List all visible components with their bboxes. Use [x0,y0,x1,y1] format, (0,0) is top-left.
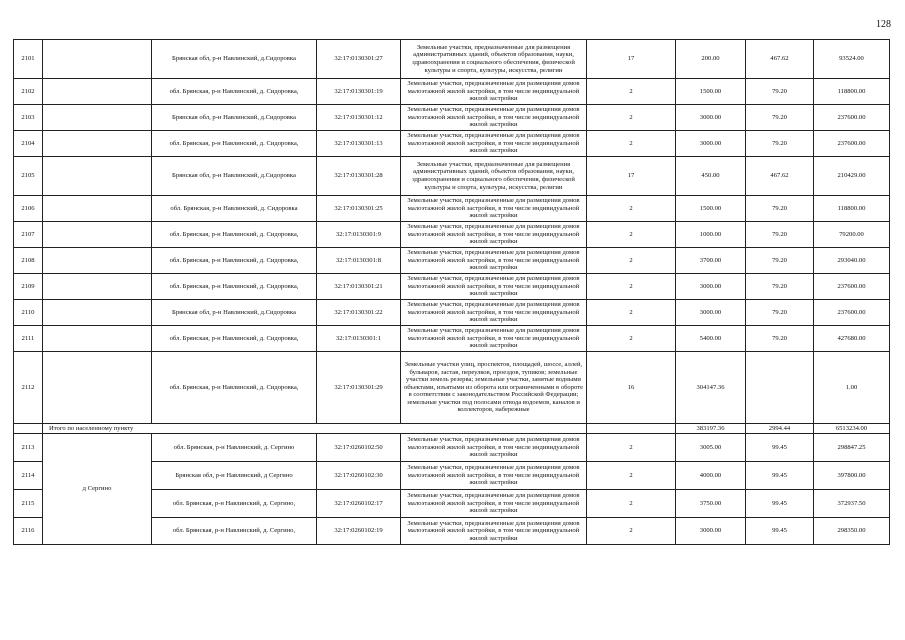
cell-num: 2111 [14,326,43,352]
table-row [14,300,890,326]
cell-area: 1000.00 [676,222,746,248]
subtotal-section [14,424,890,434]
cell-address: обл. Брянская, р-н Навлинский, д. Сидоровка, [152,222,317,248]
cell-purpose: Земельные участки, предназначенные для размещения домов малоэтажной жилой застройки, в том числе индивидуальной жилой застройки [401,300,587,326]
cell-settlement [43,105,152,131]
cell-num: 2116 [14,518,43,545]
cell-value: 210429.00 [814,157,890,196]
cell-settlement [43,326,152,352]
table-row [14,274,890,300]
table-row [14,157,890,196]
cell-purpose: Земельные участки, предназначенные для размещения домов малоэтажной жилой застройки, в том числе индивидуальной жилой застройки [401,462,587,490]
cell-address: Брянская обл, р-н Навлинский, д.Сидоровка [152,157,317,196]
cell-area: 3000.00 [676,131,746,157]
cell-address: обл. Брянская, р-н Навлинский, д. Сидоровка, [152,326,317,352]
cell-value: 118800.00 [814,79,890,105]
cell-purpose: Земельные участки, предназначенные для размещения домов малоэтажной жилой застройки, в том числе индивидуальной жилой застройки [401,79,587,105]
cell-group: 2 [587,248,676,274]
cell-group: 2 [587,490,676,518]
cell-area: 3000.00 [676,518,746,545]
cell-purpose: Земельные участки, предназначенные для размещения домов малоэтажной жилой застройки, в том числе индивидуальной жилой застройки [401,222,587,248]
cell-num: 2107 [14,222,43,248]
subtotal-area: 383197.36 [676,424,746,434]
cell-cadastral: 32:17:0130301:22 [317,300,401,326]
cell-address: обл. Брянская, р-н Навлинский, д. Сергино, [152,490,317,518]
cell-cadastral: 32:17:0260102:19 [317,518,401,545]
cell-settlement [43,222,152,248]
cell-rate: 79.20 [746,196,814,222]
cell-purpose: Земельные участки, предназначенные для размещения административных зданий, объектов образования, науки, здравоохранения и социального обеспечения, физической культуры и спорта, культуры, искусства, религии [401,157,587,196]
cell-group: 2 [587,434,676,462]
cell-group: 2 [587,462,676,490]
cell-purpose: Земельные участки, предназначенные для размещения домов малоэтажной жилой застройки, в том числе индивидуальной жилой застройки [401,434,587,462]
cell-rate: 79.20 [746,222,814,248]
cell-area: 1500.00 [676,196,746,222]
cell-value: 298350.00 [814,518,890,545]
cell-rate: 79.20 [746,326,814,352]
table-row [14,434,890,462]
cell-group: 2 [587,326,676,352]
subtotal-row [14,424,890,434]
cell-purpose: Земельные участки, предназначенные для размещения административных зданий, объектов образования, науки, здравоохранения и социального обеспечения, физической культуры и спорта, культуры, искусства, религии [401,40,587,79]
cell-settlement [43,131,152,157]
cell-value: 237600.00 [814,300,890,326]
cell-address: обл. Брянская, р-н Навлинский, д. Сидоровка [152,196,317,222]
cell-area: 3700.00 [676,248,746,274]
cell-num: 2104 [14,131,43,157]
cell-area: 3000.00 [676,274,746,300]
cell-group: 2 [587,274,676,300]
cell-settlement [43,352,152,424]
cell-area: 304147.36 [676,352,746,424]
cell-group: 2 [587,196,676,222]
cell-purpose: Земельные участки, предназначенные для размещения домов малоэтажной жилой застройки, в том числе индивидуальной жилой застройки [401,131,587,157]
cell-group: 16 [587,352,676,424]
table-row [14,40,890,79]
cell-rate: 99.45 [746,434,814,462]
cell-address: обл. Брянская, р-н Навлинский, д. Сидоровка, [152,352,317,424]
cell-value: 237600.00 [814,105,890,131]
cell-group: 2 [587,79,676,105]
cell-value: 118800.00 [814,196,890,222]
cell-value: 237600.00 [814,274,890,300]
cell-value: 298847.25 [814,434,890,462]
cell-area: 200.00 [676,40,746,79]
cell-num: 2108 [14,248,43,274]
cell-settlement [43,274,152,300]
subtotal-label: Итого по населенному пункту [43,424,587,434]
cell-num: 2115 [14,490,43,518]
cell-num: 2106 [14,196,43,222]
cell-rate: 467.62 [746,157,814,196]
cell-rate: 99.45 [746,490,814,518]
cell-purpose: Земельные участки, предназначенные для размещения домов малоэтажной жилой застройки, в том числе индивидуальной жилой застройки [401,518,587,545]
cell-cadastral: 32:17:0130301:21 [317,274,401,300]
cell-cadastral: 32:17:0130301:27 [317,40,401,79]
cell-purpose: Земельные участки, предназначенные для размещения домов малоэтажной жилой застройки, в том числе индивидуальной жилой застройки [401,490,587,518]
cell-cadastral: 32:17:0130301:8 [317,248,401,274]
cell-group: 2 [587,300,676,326]
cell-area: 3000.00 [676,105,746,131]
cell-cadastral: 32:17:0130301:1 [317,326,401,352]
cell-settlement [43,196,152,222]
cell-rate: 467.62 [746,40,814,79]
cell-value: 427680.00 [814,326,890,352]
cell-rate: 79.20 [746,131,814,157]
cell-rate: 99.45 [746,462,814,490]
cell-num: 2109 [14,274,43,300]
cell-value: 237600.00 [814,131,890,157]
cell-num: 2103 [14,105,43,131]
cell-purpose: Земельные участки, предназначенные для размещения домов малоэтажной жилой застройки, в том числе индивидуальной жилой застройки [401,248,587,274]
table-row [14,105,890,131]
subtotal-value: 6513234.00 [814,424,890,434]
table-row [14,326,890,352]
cell-settlement [43,300,152,326]
cell-value: 1.00 [814,352,890,424]
cell-num: 2110 [14,300,43,326]
cell-settlement [43,40,152,79]
cell-num: 2112 [14,352,43,424]
cell-num: 2102 [14,79,43,105]
table-row [14,196,890,222]
cell-cadastral: 32:17:0130301:9 [317,222,401,248]
table-row [14,248,890,274]
cell-settlement [43,157,152,196]
cell-cadastral: 32:17:0260102:50 [317,434,401,462]
cell-area: 4000.00 [676,462,746,490]
cell-cadastral: 32:17:0130301:12 [317,105,401,131]
cell-value: 293040.00 [814,248,890,274]
settlement-a-rows [14,40,890,424]
cell-rate [746,352,814,424]
cell-address: обл. Брянская, р-н Навлинский, д. Сергино, [152,518,317,545]
cell-address: обл. Брянская, р-н Навлинский, д. Сидоровка, [152,248,317,274]
subtotal-num [14,424,43,434]
subtotal-group [587,424,676,434]
cell-purpose: Земельные участки улиц, проспектов, площадей, шоссе, аллей, бульваров, застав, переулков, проездов, тупиков; земельные участки земель резерва; земельные участки, занятые водными объектами, изъятыми из оборота или ограниченными в обороте в соответствии с законодательством Российской Федерации; земельные участки под полосами отвода водоемов, каналов и коллекторов, набережные [401,352,587,424]
cell-cadastral: 32:17:0130301:13 [317,131,401,157]
cell-address: Брянская обл, р-н Навлинский, д.Сидоровка [152,105,317,131]
cell-address: Брянская обл, р-н Навлинский, д.Сидоровка [152,40,317,79]
cell-num: 2114 [14,462,43,490]
cell-address: обл. Брянская, р-н Навлинский, д. Сидоровка, [152,274,317,300]
cell-settlement: д Сергино [43,434,152,545]
cell-rate: 79.20 [746,248,814,274]
cell-group: 2 [587,131,676,157]
cell-area: 3000.00 [676,300,746,326]
cell-address: Брянская обл, р-н Навлинский, д.Сидоровка [152,300,317,326]
subtotal-rate: 2994.44 [746,424,814,434]
cell-cadastral: 32:17:0130301:28 [317,157,401,196]
table-row [14,352,890,424]
cell-settlement [43,79,152,105]
cell-area: 3750.00 [676,490,746,518]
cell-purpose: Земельные участки, предназначенные для размещения домов малоэтажной жилой застройки, в том числе индивидуальной жилой застройки [401,326,587,352]
cell-value: 372937.50 [814,490,890,518]
cell-num: 2105 [14,157,43,196]
cell-group: 17 [587,157,676,196]
cell-address: обл. Брянская, р-н Навлинский, д. Сергино [152,434,317,462]
cell-area: 1500.00 [676,79,746,105]
cell-purpose: Земельные участки, предназначенные для размещения домов малоэтажной жилой застройки, в том числе индивидуальной жилой застройки [401,196,587,222]
settlement-b-rows [14,434,890,545]
cell-area: 5400.00 [676,326,746,352]
cell-value: 79200.00 [814,222,890,248]
cell-address: обл. Брянская, р-н Навлинский, д. Сидоровка, [152,79,317,105]
cell-group: 17 [587,40,676,79]
cell-rate: 79.20 [746,79,814,105]
table-row [14,222,890,248]
cell-cadastral: 32:17:0130301:25 [317,196,401,222]
cell-rate: 79.20 [746,274,814,300]
cell-settlement [43,248,152,274]
cell-rate: 79.20 [746,105,814,131]
cell-group: 2 [587,518,676,545]
cell-area: 450.00 [676,157,746,196]
cell-area: 3005.00 [676,434,746,462]
cell-value: 397800.00 [814,462,890,490]
cell-group: 2 [587,105,676,131]
cell-cadastral: 32:17:0260102:30 [317,462,401,490]
cell-rate: 79.20 [746,300,814,326]
cell-group: 2 [587,222,676,248]
cell-address: Брянская обл, р-н Навлинский, д Сергино [152,462,317,490]
cell-cadastral: 32:17:0130301:29 [317,352,401,424]
page-number: 128 [876,19,891,30]
cell-num: 2101 [14,40,43,79]
cell-purpose: Земельные участки, предназначенные для размещения домов малоэтажной жилой застройки, в том числе индивидуальной жилой застройки [401,105,587,131]
land-registry-table [13,39,890,545]
cell-cadastral: 32:17:0130301:19 [317,79,401,105]
cell-value: 93524.00 [814,40,890,79]
cell-num: 2113 [14,434,43,462]
cell-cadastral: 32:17:0260102:17 [317,490,401,518]
cell-address: обл. Брянская, р-н Навлинский, д. Сидоровка, [152,131,317,157]
table-row [14,131,890,157]
cell-purpose: Земельные участки, предназначенные для размещения домов малоэтажной жилой застройки, в том числе индивидуальной жилой застройки [401,274,587,300]
cell-rate: 99.45 [746,518,814,545]
table-row [14,79,890,105]
